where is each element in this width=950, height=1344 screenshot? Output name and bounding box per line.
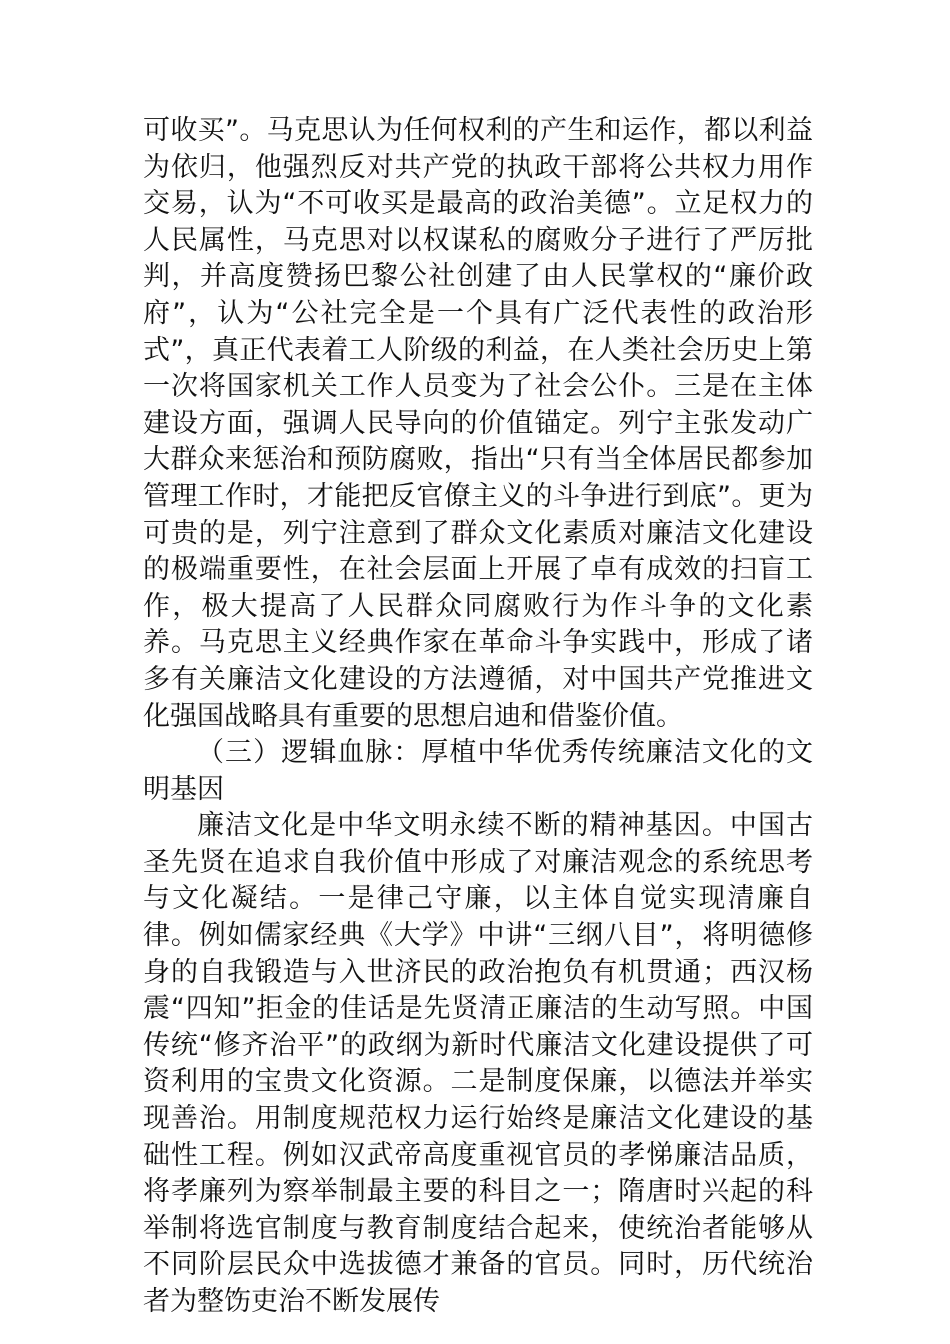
paragraph: 廉洁文化是中华文明永续不断的精神基因。中国古圣先贤在追求自我价值中形成了对廉洁观念的系统思考与文化凝结。一是律己守廉，以主体自觉实现清廉自律。例如儒家经典《大学》中讲“三纲八目”，将明德修身的自我锻造与入世济民的政治抱负有机贯通；西汉杨震“四知”拒金的佳话是先贤清正廉洁的生动写照。中国传统“修齐治平”的政纲为新时代廉洁文化建设提供了可资利用的宝贵文化资源。二是制度保廉，以德法并举实现善治。用制度规范权力运行始终是廉洁文化建设的基础性工程。例如汉武帝高度重视官员的孝悌廉洁品质，将孝廉列为察举制最主要的科目之一；隋唐时兴起的科举制将选官制度与教育制度结合起来，使统治者能够从不同阶层民众中选拔德才兼备的官员。同时，历代统治者为整饬吏治不断发展传: [143, 810, 813, 1317]
section-heading: （三）逻辑血脉：厚植中华优秀传统廉洁文化的文明基因: [143, 737, 813, 805]
body-text: [143, 113, 813, 1321]
paragraph-continued: 可收买”。马克思认为任何权利的产生和运作，都以利益为依归，他强烈反对共产党的执政干部将公共权力用作交易，认为“不可收买是最高的政治美德”。立足权力的人民属性，马克思对以权谋私的腐败分子进行了严厉批判，并高度赞扬巴黎公社创建了由人民掌权的“廉价政府”，认为“公社完全是一个具有广泛代表性的政治形式”，真正代表着工人阶级的利益，在人类社会历史上第一次将国家机关工作人员变为了社会公仆。三是在主体建设方面，强调人民导向的价值锚定。列宁主张发动广大群众来惩治和预防腐败，指出“只有当全体居民都参加管理工作时，才能把反官僚主义的斗争进行到底”。更为可贵的是，列宁注意到了群众文化素质对廉洁文化建设的极端重要性，在社会层面上开展了卓有成效的扫盲工作，极大提高了人民群众同腐败行为作斗争的文化素养。马克思主义经典作家在革命斗争实践中，形成了诸多有关廉洁文化建设的方法遵循，对中国共产党推进文化强国战略具有重要的思想启迪和借鉴价值。: [143, 115, 813, 732]
